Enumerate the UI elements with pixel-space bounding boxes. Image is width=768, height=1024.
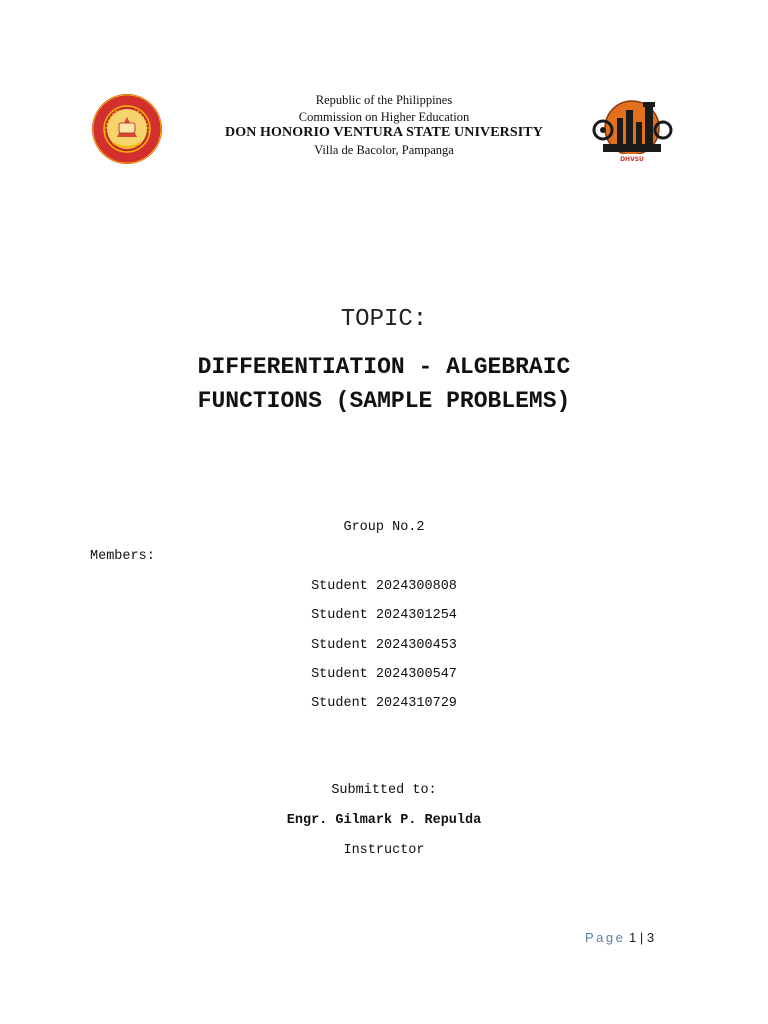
college-logo <box>589 96 675 164</box>
university-name: DON HONORIO VENTURA STATE UNIVERSITY <box>225 125 543 140</box>
commission-line: Commission on Higher Education <box>298 109 470 124</box>
list-item: Student 2024301254 <box>311 608 457 624</box>
submitted-to-label: Submitted to: <box>331 783 437 798</box>
page-current: 1 <box>629 930 637 945</box>
list-item: Student 2024310729 <box>311 696 457 712</box>
letterhead <box>200 92 568 158</box>
list-item: Student 2024300808 <box>311 579 457 594</box>
members-list <box>0 578 768 724</box>
topic-title-line-1: DIFFERENTIATION - ALGEBRAIC <box>197 354 571 380</box>
topic-title-line-2: FUNCTIONS (SAMPLE PROBLEMS) <box>197 388 571 414</box>
topic-label: TOPIC: <box>340 306 428 333</box>
page-word: Page <box>585 930 626 945</box>
country-line: Republic of the Philippines <box>315 93 453 107</box>
group-number: Group No.2 <box>343 520 425 535</box>
list-item: Student 2024300547 <box>311 666 457 682</box>
page-separator: | <box>639 930 644 945</box>
university-address: Villa de Bacolor, Pampanga <box>314 142 454 157</box>
page-total: 3 <box>646 930 655 945</box>
list-item: Student 2024300453 <box>311 637 457 653</box>
svg-text:DHVSU: DHVSU <box>620 156 644 163</box>
instructor-name: Engr. Gilmark P. Repulda <box>286 813 482 828</box>
university-seal-logo <box>91 93 163 165</box>
members-label: Members: <box>90 549 155 564</box>
page-number <box>585 930 654 945</box>
topic-title <box>0 350 768 418</box>
instructor-role: Instructor <box>343 843 425 858</box>
